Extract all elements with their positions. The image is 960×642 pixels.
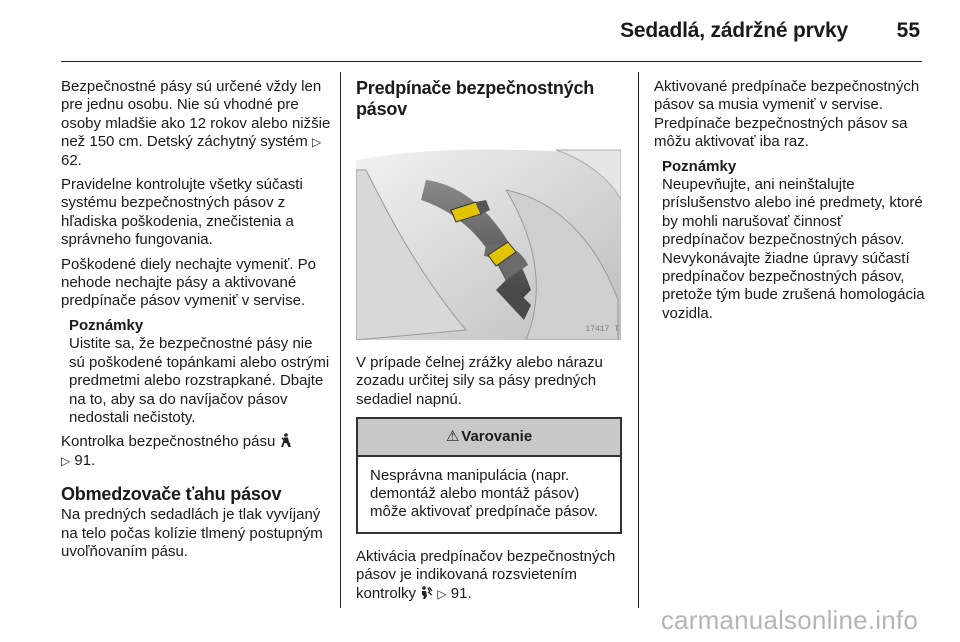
paragraph-inspection: Pravidelne kontrolujte všetky súčasti systému bezpečnostných pásov z hľadiska poškodenia, znečistenia a správneho fungovania. bbox=[61, 176, 303, 249]
paragraph-indicator: Kontrolka bezpečnostného pásu ▷ 91. bbox=[61, 433, 331, 470]
paragraph-replacement-pretensioners: Aktivované predpínače bezpečnostných pásov sa musia vymeniť v servise. Predpínače bezpečnostných pásov sa môžu aktivovať iba raz. bbox=[654, 78, 920, 151]
paragraph-seatbelt-usage: Bezpečnostné pásy sú určené vždy len pre jednu osobu. Nie sú vhodné pre osoby mladšie ako 12 rokov alebo nižšie než 150 cm. Detský záchytný systém ▷ 62. bbox=[61, 78, 331, 169]
note-title: Poznámky bbox=[662, 157, 737, 175]
reference-arrow-icon: ▷ bbox=[437, 586, 447, 601]
header-divider bbox=[61, 61, 922, 62]
paragraph-collision: V prípade čelnej zrážky alebo nárazu zozadu určitej sily sa pásy predných sedadiel napnú. bbox=[356, 354, 603, 408]
figure-code: 17417 T bbox=[585, 324, 619, 334]
page-title: Sedadlá, zádržné prvky bbox=[620, 19, 848, 42]
note-text: Uistite sa, že bezpečnostné pásy nie sú poškodené topánkami alebo ostrými predmetmi alebo rozstrapkané. Dbajte na to, aby sa do navíjačov pásov nedostali nečistoty. bbox=[69, 335, 330, 426]
column-2 bbox=[356, 78, 626, 609]
column-divider-2 bbox=[638, 72, 639, 608]
airbag-indicator-icon bbox=[420, 586, 433, 600]
page-reference-link[interactable]: 91. bbox=[74, 451, 96, 469]
seatbelt-buckle-illustration bbox=[356, 130, 621, 340]
paragraph-load-limiters: Na predných sedadlách je tlak vyvíjaný na telo počas kolízie tlmený postupným uvoľňovaním pásu. bbox=[61, 506, 323, 560]
buckle-drawing bbox=[356, 130, 621, 340]
section-heading-pretensioners: Predpínače bezpečnostných pásov bbox=[356, 78, 595, 119]
note-text: Neupevňujte, ani neinštalujte príslušenstvo alebo iné predmety, ktoré by mohli narušovať činnosť predpínačov bezpečnostných pásov. Nevykonávajte žiadne úpravy súčastí predpínačov bezpečnostných pásov, pretože tým bude zrušená homologácia vozidla. bbox=[662, 176, 925, 322]
warning-text: Nesprávna manipulácia (napr. demontáž alebo montáž pásov) môže aktivovať predpínače pásov. bbox=[370, 466, 598, 521]
page-reference-link[interactable]: 62. bbox=[61, 151, 82, 169]
section-heading-load-limiters: Obmedzovače ťahu pásov bbox=[61, 484, 282, 505]
note-box bbox=[662, 158, 926, 324]
note-box bbox=[69, 317, 331, 427]
warning-box bbox=[356, 417, 622, 534]
warning-header bbox=[358, 419, 620, 456]
watermark: carmanualsonline.info bbox=[660, 605, 918, 635]
page-header bbox=[0, 0, 960, 62]
warning-title: Varovanie bbox=[461, 428, 533, 446]
paragraph-activation: Aktivácia predpínačov bezpečnostných pásov je indikovaná rozsvietením kontrolky ▷ 91. bbox=[356, 547, 616, 602]
column-divider-1 bbox=[340, 72, 341, 608]
reference-arrow-icon: ▷ bbox=[61, 453, 71, 468]
page-number: 55 bbox=[896, 19, 920, 42]
reference-arrow-icon: ▷ bbox=[311, 135, 322, 150]
note-title: Poznámky bbox=[69, 316, 144, 334]
page-reference-link[interactable]: 91. bbox=[450, 584, 472, 602]
warning-triangle-icon: ⚠ bbox=[445, 428, 460, 446]
column-3 bbox=[654, 78, 926, 329]
seatbelt-warning-icon bbox=[280, 433, 292, 448]
paragraph-replacement: Poškodené diely nechajte vymeniť. Po nehode nechajte pásy a aktivované predpínače pásov vymeniť v servise. bbox=[61, 255, 316, 310]
column-1 bbox=[61, 78, 331, 567]
